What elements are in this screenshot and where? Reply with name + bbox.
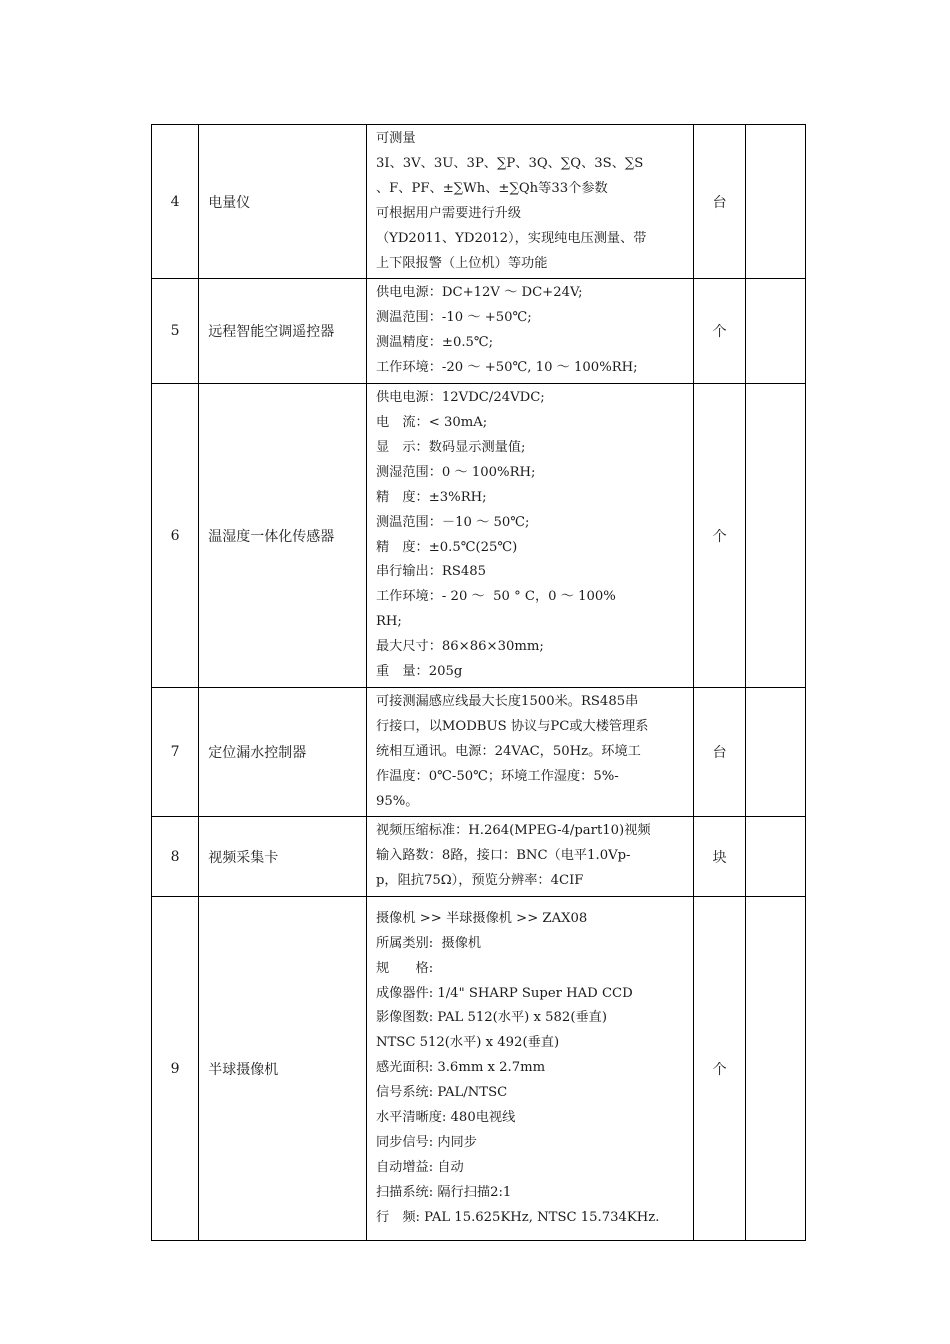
spec-line: 供电电源：DC+12V ～ DC+24V; [375,285,583,301]
spec-line: 测温范围：－10 ～ 50℃; [375,514,530,530]
spec-line: RH; [375,614,402,630]
item-number: 6 [152,384,199,688]
spec-line: 水平清晰度: 480电视线 [375,1110,516,1126]
spec-line: 工作环境：- 20 ～ 50 ° C，0 ～ 100% [375,589,616,605]
spec-line: 精 度：±3%RH; [375,489,487,505]
equipment-spec-table [151,124,806,1241]
item-spec [366,384,694,688]
item-blank-cell [745,817,805,897]
spec-line: 信号系统: PAL/NTSC [375,1085,508,1101]
item-number: 8 [152,817,199,897]
item-number: 5 [152,279,199,384]
spec-line: p，阻抗75Ω），预览分辨率：4CIF [375,873,584,889]
item-name: 远程智能空调遥控器 [199,279,367,384]
item-unit: 台 [694,125,745,279]
item-number: 4 [152,125,199,279]
item-blank-cell [745,384,805,688]
item-spec [366,817,694,897]
table-row [152,279,806,384]
spec-line: 摄像机 >> 半球摄像机 >> ZAX08 [375,910,588,926]
spec-line: （YD2011、YD2012），实现纯电压测量、带 [375,230,647,246]
spec-line: 统相互通讯。电源：24VAC，50Hz。环境工 [375,743,641,759]
spec-line: 视频压缩标准：H.264(MPEG-4/part10)视频 [375,823,651,839]
item-blank-cell [745,125,805,279]
spec-line: 扫描系统: 隔行扫描2:1 [375,1184,512,1200]
item-name: 半球摄像机 [199,897,367,1241]
item-unit: 台 [694,687,745,817]
spec-line: 测湿范围：0 ～ 100%RH; [375,464,536,480]
spec-line: 供电电源：12VDC/24VDC; [375,390,545,406]
spec-line: 感光面积: 3.6mm x 2.7mm [375,1060,546,1076]
table-row [152,384,806,688]
spec-line: 95%。 [375,793,419,809]
spec-line: 规 格: [375,960,434,976]
spec-line: 输入路数：8路，接口：BNC（电平1.0Vp- [375,848,631,864]
spec-line: 同步信号: 内同步 [375,1134,477,1150]
spec-line: 行接口，以MODBUS 协议与PC或大楼管理系 [375,718,649,734]
table-body [152,125,806,1241]
spec-line: 最大尺寸：86×86×30mm; [375,639,544,655]
spec-line: 重 量：205g [375,664,463,680]
item-name: 视频采集卡 [199,817,367,897]
spec-line: 、F、PF、±∑Wh、±∑Qh等33个参数 [375,180,608,196]
item-name: 电量仪 [199,125,367,279]
spec-line: 可接测漏感应线最大长度1500米。RS485串 [375,693,639,709]
spec-line: NTSC 512(水平) x 492(垂直) [375,1035,560,1051]
spec-line: 行 频: PAL 15.625KHz, NTSC 15.734KHz. [375,1209,660,1225]
spec-line: 精 度：±0.5℃(25℃) [375,539,518,555]
table-row [152,897,806,1241]
item-number: 7 [152,687,199,817]
spec-line: 工作环境：-20 ～ +50℃, 10 ～ 100%RH; [375,360,638,376]
item-spec [366,897,694,1241]
spec-line: 所属类别: 摄像机 [375,935,482,951]
spec-line: 影像图数: PAL 512(水平) x 582(垂直) [375,1010,607,1026]
table-row [152,125,806,279]
spec-line: 显 示：数码显示测量值; [375,439,526,455]
spec-line: 可根据用户需要进行升级 [375,205,522,221]
item-spec [366,279,694,384]
spec-line: 测温精度：±0.5℃; [375,335,494,351]
item-unit: 个 [694,897,745,1241]
item-spec [366,125,694,279]
item-blank-cell [745,687,805,817]
item-unit: 个 [694,279,745,384]
spec-line: 自动增益: 自动 [375,1159,464,1175]
spec-line: 可测量 [375,131,416,146]
item-blank-cell [745,897,805,1241]
item-blank-cell [745,279,805,384]
spec-line: 串行输出：RS485 [375,564,487,580]
spec-line: 上下限报警（上位机）等功能 [375,255,548,271]
table-row [152,687,806,817]
item-number: 9 [152,897,199,1241]
item-unit: 块 [694,817,745,897]
spec-line: 3I、3V、3U、3P、∑P、3Q、∑Q、3S、∑S [375,155,644,171]
item-name: 温湿度一体化传感器 [199,384,367,688]
table-row [152,817,806,897]
spec-line: 测温范围：-10 ～ +50℃; [375,310,532,326]
spec-line: 作温度：0℃-50℃；环境工作湿度：5%- [375,768,619,784]
item-name: 定位漏水控制器 [199,687,367,817]
spec-line: 电 流：< 30mA; [375,414,488,430]
spec-line: 成像器件: 1/4" SHARP Super HAD CCD [375,985,633,1001]
item-unit: 个 [694,384,745,688]
item-spec [366,687,694,817]
